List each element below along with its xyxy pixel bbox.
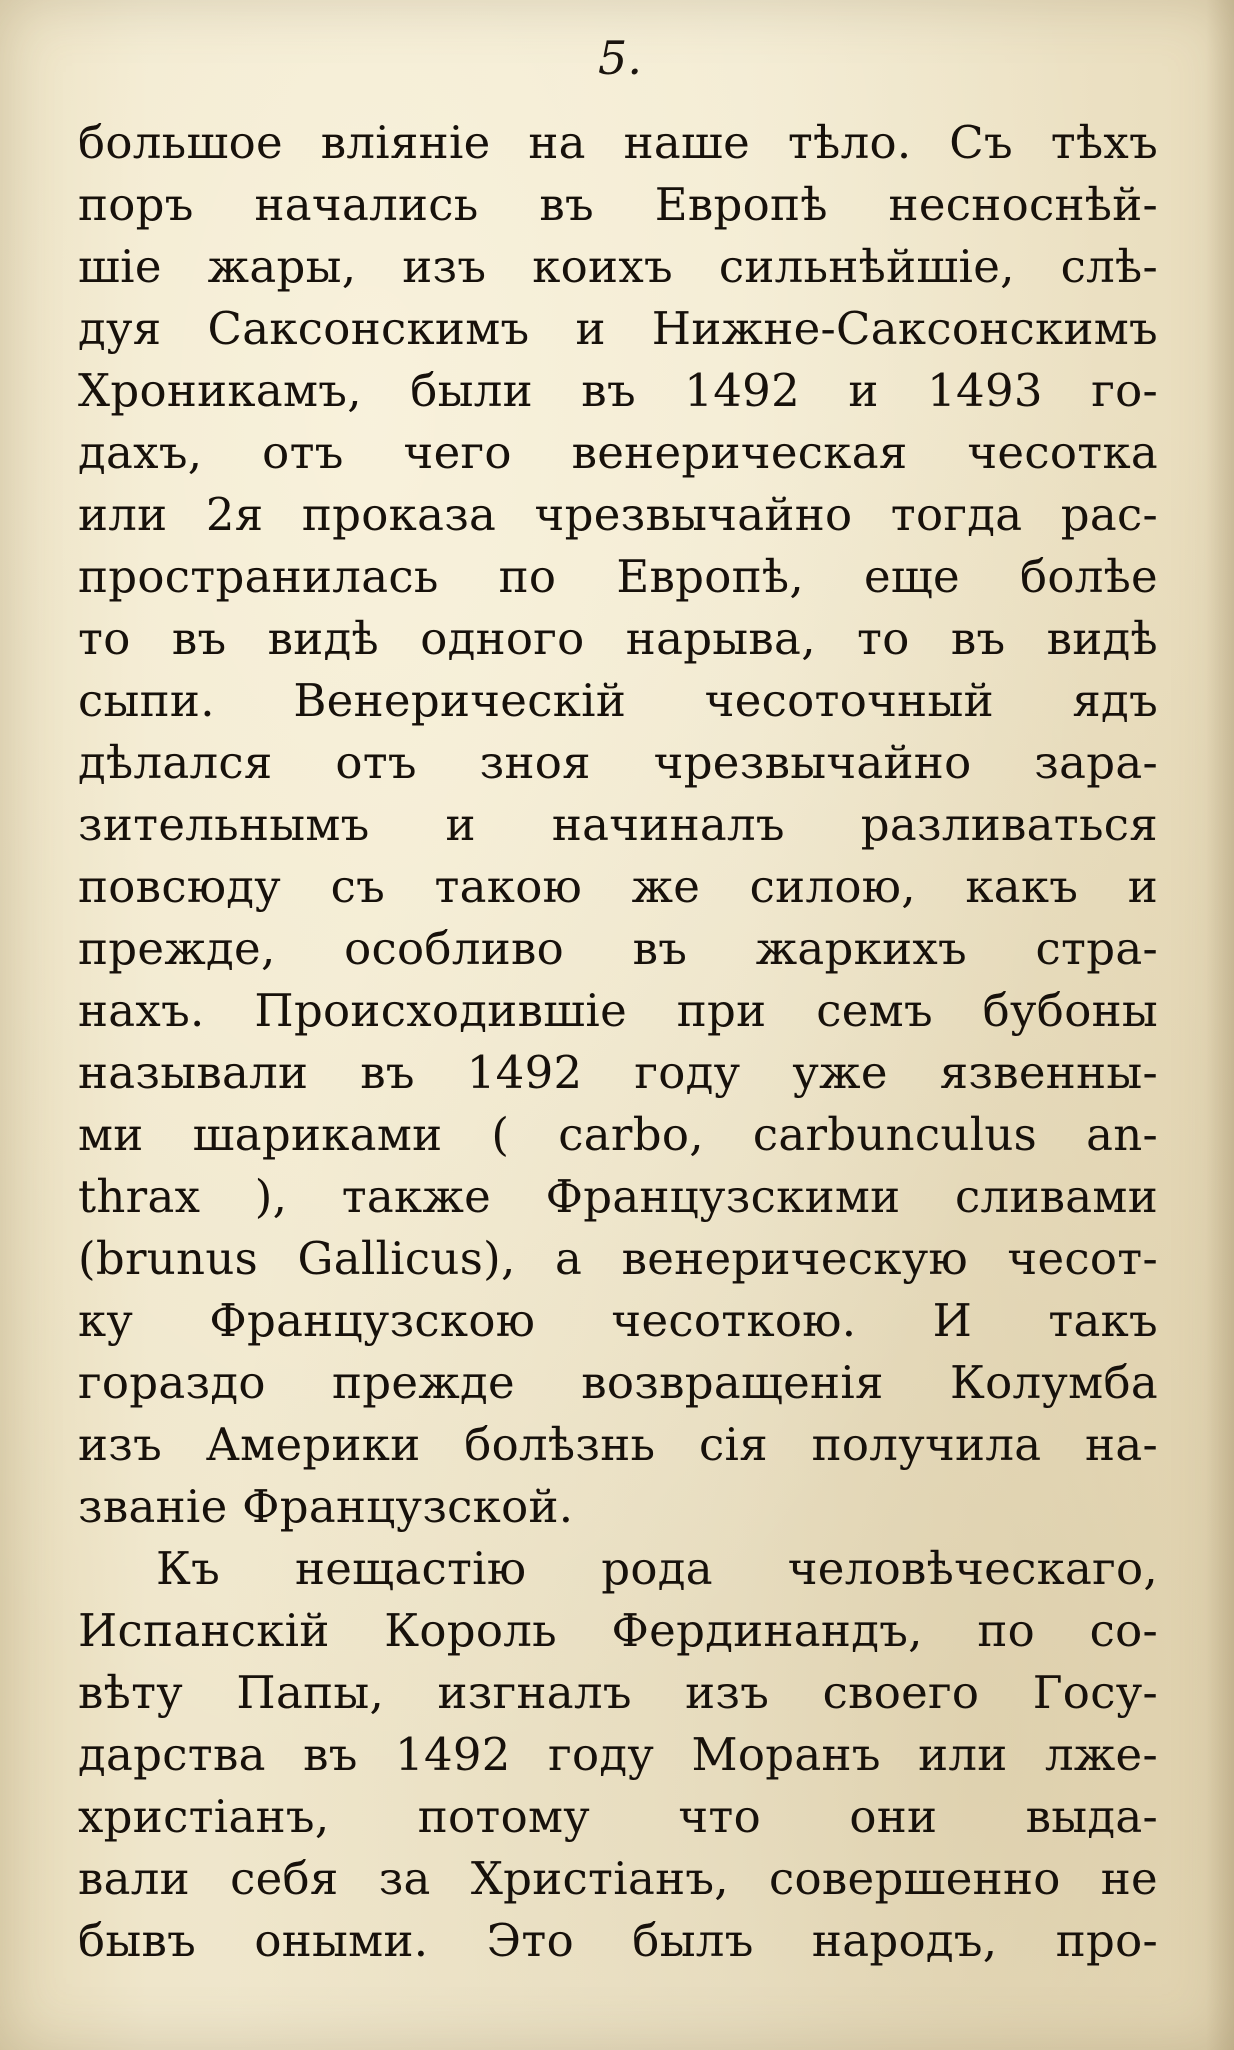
text-line: прежде, особливо въ жаркихъ стра-: [78, 922, 1158, 975]
page-number: 5.: [598, 31, 642, 85]
text-line: христіанъ, потому что они выда-: [78, 1790, 1158, 1843]
text-line: то въ видѣ одного нарыва, то въ видѣ: [78, 612, 1158, 665]
text-line: вали себя за Христіанъ, совершенно не: [78, 1852, 1158, 1905]
text-line: повсюду съ такою же силою, какъ и: [78, 860, 1158, 913]
text-line: ми шариками ( carbo, carbunculus an-: [78, 1108, 1158, 1161]
text-line: thrax ), также Французскими сливами: [78, 1170, 1158, 1223]
text-line: называли въ 1492 году уже язвенны-: [78, 1046, 1158, 1099]
text-line-paragraph-end: званіе Французской.: [78, 1480, 574, 1533]
text-line: дахъ, отъ чего венерическая чесотка: [78, 426, 1158, 479]
text-line: пространилась по Европѣ, еще болѣе: [78, 550, 1158, 603]
text-line: или 2я проказа чрезвычайно тогда рас-: [78, 488, 1158, 541]
text-line: (brunus Gallicus), а венерическую чесот-: [78, 1232, 1158, 1285]
text-line: шіе жары, изъ коихъ сильнѣйшіе, слѣ-: [78, 240, 1158, 293]
text-line: ку Французскою чесоткою. И такъ: [78, 1294, 1158, 1347]
text-line: Хроникамъ, были въ 1492 и 1493 го-: [78, 364, 1158, 417]
text-line: сыпи. Венерическій чесоточный ядъ: [78, 674, 1158, 727]
page-edge-shadow: [1206, 0, 1234, 2050]
text-line: поръ начались въ Европѣ несноснѣй-: [78, 178, 1158, 231]
text-line: дарства въ 1492 году Моранъ или лже-: [78, 1728, 1158, 1781]
text-line: изъ Америки болѣзнь сія получила на-: [78, 1418, 1158, 1471]
text-line: вѣту Папы, изгналъ изъ своего Госу-: [78, 1666, 1158, 1719]
text-line: зительнымъ и начиналъ разливаться: [78, 798, 1158, 851]
body-text: [78, 112, 1158, 1972]
text-line-paragraph-start: Къ нещастію рода человѣческаго,: [156, 1542, 1158, 1595]
text-line: большое вліяніе на наше тѣло. Съ тѣхъ: [78, 116, 1158, 169]
text-line: дуя Саксонскимъ и Нижне-Саксонскимъ: [78, 302, 1158, 355]
text-line: дѣлался отъ зноя чрезвычайно зара-: [78, 736, 1158, 789]
text-line: бывъ оными. Это былъ народъ, про-: [78, 1914, 1158, 1967]
text-line: Испанскій Король Фердинандъ, по со-: [78, 1604, 1158, 1657]
text-line: нахъ. Происходившіе при семъ бубоны: [78, 984, 1158, 1037]
text-line: гораздо прежде возвращенія Колумба: [78, 1356, 1158, 1409]
